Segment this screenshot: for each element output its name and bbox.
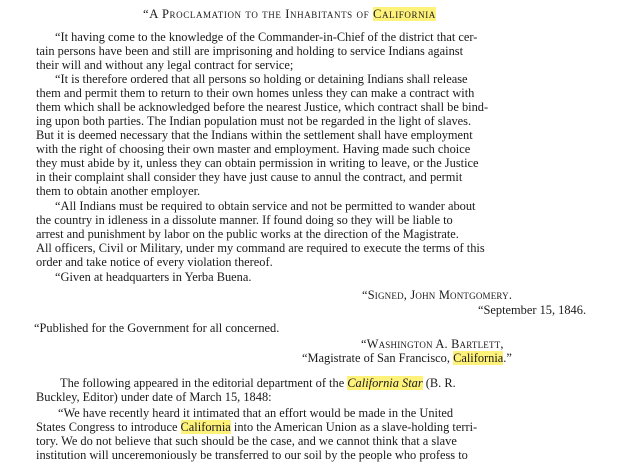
signed-name: Montgomery xyxy=(438,288,509,302)
title-highlight: California xyxy=(373,7,436,21)
quote-line: tory. We do not believe that such should be the case, and we cannot think that a slave xyxy=(36,434,457,448)
paragraph-line: their will and without any legal contract for service; xyxy=(36,58,294,72)
paragraph-line: in their complaint shall consider they have just cause to annul the contract, and permit xyxy=(36,170,463,184)
paragraph-line: with the right of choosing their own master and employment. Having made such choice xyxy=(36,142,471,156)
paragraph-line: arrest and punishment by labor on the public works at the direction of the Magistrate. xyxy=(36,227,459,241)
signed-line xyxy=(362,288,512,303)
quote-line: institution will unceremoniously be transferred to our soil by the people who profess to xyxy=(36,448,468,462)
title-text: “A Proclamation to the Inhabitants of xyxy=(143,7,373,21)
signature-date: “September 15, 1846. xyxy=(478,303,587,317)
quote-line-2-suffix: into the American Union as a slave-holding terri- xyxy=(230,420,478,434)
paragraph-line: “It is therefore ordered that all persons so holding or detaining Indians shall release xyxy=(55,72,468,86)
paragraph-line: they must abide by it, unless they can obtain permission in writing to leave, or the Justice xyxy=(36,156,479,170)
quote-line-2-highlight: California xyxy=(180,420,231,434)
paragraph-line: All officers, Civil or Military, under my command are required to execute the terms of this xyxy=(36,241,485,255)
paragraph-line: them to obtain another employer. xyxy=(36,184,201,198)
paragraph-line: “Given at headquarters in Yerba Buena. xyxy=(55,270,252,284)
editorial-highlight: California Star xyxy=(347,376,423,390)
magistrate-title-suffix: .” xyxy=(503,351,512,365)
magistrate-title-highlight: California xyxy=(453,351,504,365)
paragraph-line: order and take notice of every violation thereof. xyxy=(36,255,273,269)
paragraph-line: But it is deemed necessary that the Indians within the settlement shall have employment xyxy=(36,128,473,142)
paragraph-line: them which shall be acknowledged before the nearest Justice, which contract shall be bind- xyxy=(36,100,489,114)
editorial-suffix: (B. R. xyxy=(422,376,456,390)
magistrate-title xyxy=(302,351,512,366)
paragraph-line: “It having come to the knowledge of the Commander-in-Chief of the district that cer- xyxy=(55,30,478,44)
published-line: “Published for the Government for all concerned. xyxy=(34,321,280,335)
magistrate-title-prefix: “Magistrate of San Francisco, xyxy=(302,351,454,365)
magistrate-name: “Washington A. Bartlett, xyxy=(361,337,504,351)
editorial-line xyxy=(60,376,456,391)
proclamation-title xyxy=(143,7,436,22)
editorial-prefix: The following appeared in the editorial department of the xyxy=(60,376,348,390)
quote-line-2-prefix: States Congress to introduce xyxy=(36,420,181,434)
quote-line: “We have recently heard it intimated that an effort would be made in the United xyxy=(58,406,454,420)
signed-suffix: . xyxy=(508,288,513,302)
paragraph-line: tain persons have been and still are imprisoning and holding to service Indians against xyxy=(36,44,464,58)
paragraph-line: ing upon both parties. The Indian population must not be regarded in the light of slaves. xyxy=(36,114,472,128)
paragraph-line: “All Indians must be required to obtain service and not be permitted to wander about xyxy=(55,199,476,213)
editorial-line-2: Buckley, Editor) under date of March 15, 1848: xyxy=(36,390,272,404)
signed-prefix: “Signed, John xyxy=(362,288,439,302)
paragraph-line: the country in idleness in a dissolute manner. If found doing so they will be liable to xyxy=(36,213,453,227)
quote-line-2 xyxy=(36,420,477,435)
paragraph-line: them and permit them to return to their own homes unless they can make a contract with xyxy=(36,86,475,100)
